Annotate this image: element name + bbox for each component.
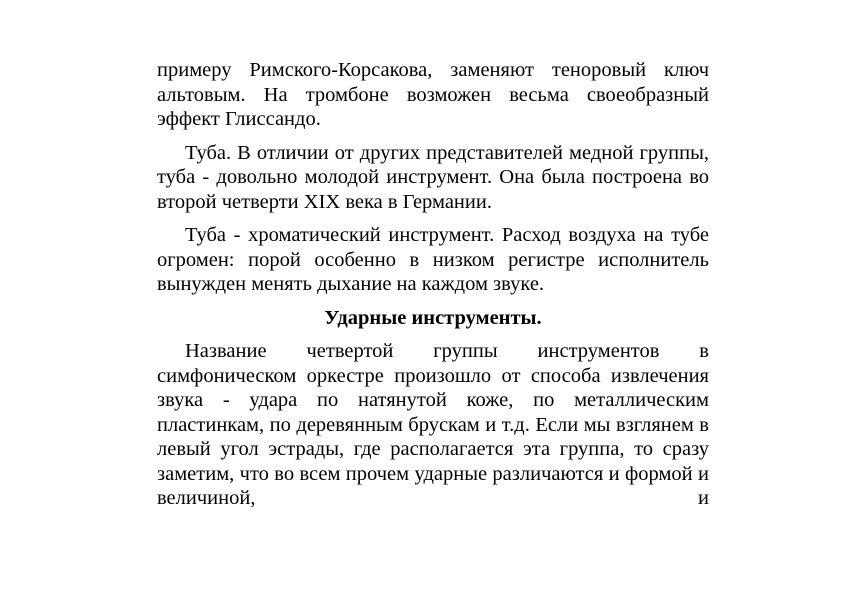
section-heading-percussion: Ударные инструменты. [324,306,542,329]
paragraph-trombone-continuation: примеру Римского-Корсакова, заменяют теноровый ключ альтовым. На тромбоне возможен весьма своеобразный эффект Глиссандо. [157,59,709,130]
paragraph-tuba-chromatic: Туба - хроматический инструмент. Расход воздуха на тубе огромен: порой особенно в низком регистре исполнитель вынужден менять дыхание на каждом звуке. [157,224,709,295]
paragraph-tuba-intro: Туба. В отличии от других представителей медной группы, туба - довольно молодой инструмент. Она была построена во второй четверти XIX века в Германии. [157,141,709,213]
document-body [157,58,709,520]
paragraph-percussion-intro: Название четвертой группы инструментов в симфоническом оркестре произошло от способа извлечения звука - удара по натянутой коже, по металлическим пластинкам, по деревянным брускам и т.д. Если мы взглянем в левый угол эстрады, где располагается эта группа, то сразу заметим, что во всем прочем ударные различаются и формой и величиной, и [157,340,709,509]
